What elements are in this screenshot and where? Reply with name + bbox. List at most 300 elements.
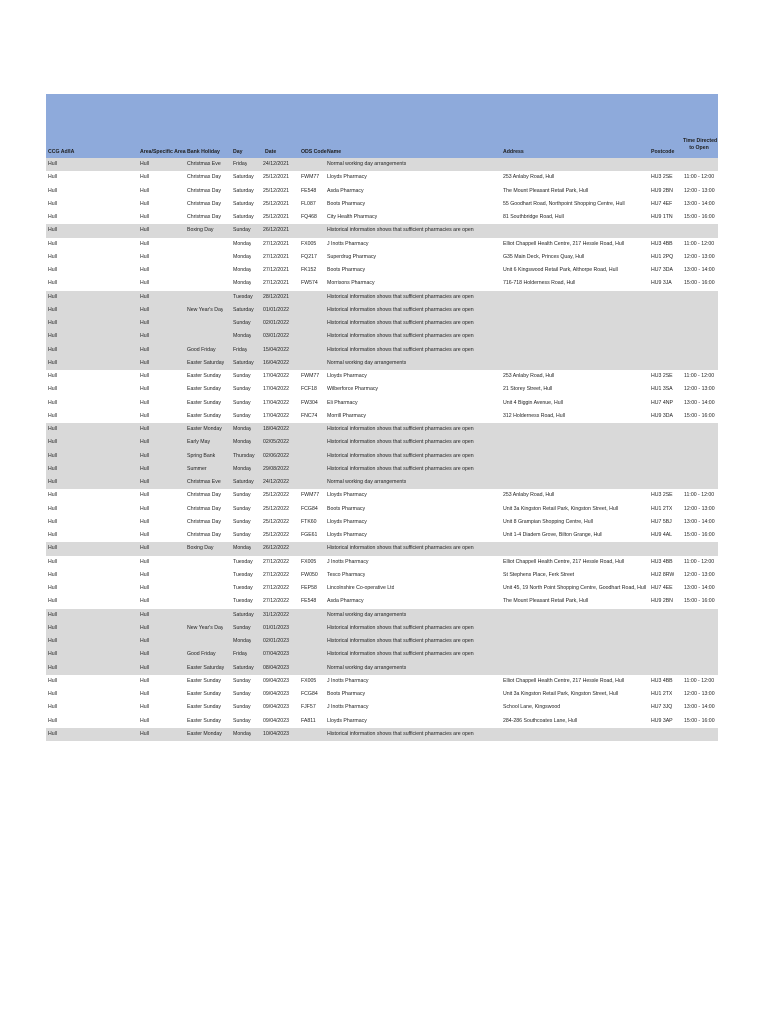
cell-area: Hull xyxy=(140,532,149,538)
cell-day: Sunday xyxy=(233,492,251,499)
cell-name: Historical information shows that sufficient pharmacies are open xyxy=(327,730,474,737)
cell-postcode: HU7 4NP xyxy=(651,399,673,406)
cell-area: Hull xyxy=(140,386,149,393)
cell-time: 12:00 - 13:00 xyxy=(684,691,715,697)
cell-day: Sunday xyxy=(233,532,251,538)
cell-time: 15:00 - 16:00 xyxy=(684,598,715,605)
cell-day: Sunday xyxy=(233,399,251,406)
cell-name: Normal working day arrangements xyxy=(327,479,407,485)
cell-day: Saturday xyxy=(233,359,254,366)
cell-time: 15:00 - 16:00 xyxy=(684,412,715,419)
cell-area: Hull xyxy=(140,452,149,459)
cell-area: Hull xyxy=(140,717,149,724)
cell-address: 81 Southbridge Road, Hull xyxy=(503,214,564,220)
cell-area: Hull xyxy=(140,373,149,379)
cell-ods: FK152 xyxy=(301,267,317,273)
cell-date: 15/04/2022 xyxy=(263,346,289,353)
cell-ods: FQ468 xyxy=(301,214,317,220)
table-row xyxy=(46,185,718,198)
cell-ccg: Hull xyxy=(48,267,57,273)
cell-name: J Inotts Pharmacy xyxy=(327,677,369,684)
cell-ods: FWM77 xyxy=(301,174,320,181)
cell-time: 13:00 - 14:00 xyxy=(684,200,715,207)
cell-ccg: Hull xyxy=(48,306,57,313)
cell-ccg: Hull xyxy=(48,240,57,247)
cell-day: Saturday xyxy=(233,611,254,618)
cell-date: 17/04/2022 xyxy=(263,412,289,419)
cell-date: 26/12/2022 xyxy=(263,545,289,552)
cell-postcode: HU3 2SE xyxy=(651,174,673,181)
cell-name: Lloyds Pharmacy xyxy=(327,532,367,538)
cell-ccg: Hull xyxy=(48,386,57,393)
cell-ccg: Hull xyxy=(48,253,57,260)
cell-address: Unit 45, 19 North Point Shopping Centre, Goodhart Road, Hull xyxy=(503,585,647,591)
cell-area: Hull xyxy=(140,253,149,260)
cell-ods: FNC74 xyxy=(301,412,318,419)
cell-ods: FEP58 xyxy=(301,585,317,591)
cell-day: Tuesday xyxy=(233,558,253,565)
cell-area: Hull xyxy=(140,677,149,684)
cell-postcode: HU7 5BJ xyxy=(651,518,672,525)
cell-postcode: HU9 4AL xyxy=(651,532,673,538)
cell-date: 25/12/2022 xyxy=(263,532,289,538)
cell-date: 25/12/2021 xyxy=(263,200,289,207)
cell-time: 13:00 - 14:00 xyxy=(684,585,715,591)
cell-area: Hull xyxy=(140,651,149,658)
table-row xyxy=(46,662,718,675)
cell-day: Sunday xyxy=(233,624,251,631)
cell-ccg: Hull xyxy=(48,479,57,485)
cell-name: Wilberforce Pharmacy xyxy=(327,386,379,393)
header-postcode: Postcode xyxy=(651,149,675,155)
cell-date: 02/01/2022 xyxy=(263,320,289,326)
cell-holiday: Christmas Day xyxy=(187,532,222,538)
cell-postcode: HU7 3DA xyxy=(651,267,673,273)
table-row xyxy=(46,582,718,595)
cell-ccg: Hull xyxy=(48,161,57,167)
cell-area: Hull xyxy=(140,571,149,578)
cell-address: Unit 6 Kingswood Retail Park, Althorpe Road, Hull xyxy=(503,267,618,273)
cell-date: 27/12/2022 xyxy=(263,558,289,565)
table-row xyxy=(46,397,718,410)
cell-address: Unit 1-4 Diadem Grove, Bilton Grange, Hull xyxy=(503,532,603,538)
cell-postcode: HU3 2SE xyxy=(651,492,673,499)
cell-date: 27/12/2021 xyxy=(263,253,289,260)
cell-ccg: Hull xyxy=(48,651,57,658)
table-row xyxy=(46,489,718,502)
cell-time: 11:00 - 12:00 xyxy=(684,558,715,565)
cell-time: 11:00 - 12:00 xyxy=(684,174,715,181)
cell-date: 02/06/2022 xyxy=(263,452,289,459)
table-row xyxy=(46,436,718,449)
table-row xyxy=(46,317,718,330)
cell-address: School Lane, Kingswood xyxy=(503,704,561,711)
cell-ccg: Hull xyxy=(48,704,57,711)
cell-holiday: Christmas Day xyxy=(187,214,222,220)
table-row xyxy=(46,224,718,237)
cell-holiday: Spring Bank xyxy=(187,452,216,459)
cell-area: Hull xyxy=(140,267,149,273)
cell-time: 11:00 - 12:00 xyxy=(684,373,715,379)
table-row xyxy=(46,383,718,396)
table-row xyxy=(46,291,718,304)
cell-holiday: Easter Monday xyxy=(187,426,222,432)
table-row xyxy=(46,542,718,555)
cell-holiday: New Year's Day xyxy=(187,306,224,313)
cell-address: 253 Anlaby Road, Hull xyxy=(503,492,555,499)
cell-ods: FJF57 xyxy=(301,704,316,711)
cell-holiday: Easter Sunday xyxy=(187,691,222,697)
cell-area: Hull xyxy=(140,280,149,287)
cell-day: Sunday xyxy=(233,412,251,419)
cell-ccg: Hull xyxy=(48,200,57,207)
cell-date: 25/12/2022 xyxy=(263,518,289,525)
cell-area: Hull xyxy=(140,320,149,326)
cell-day: Saturday xyxy=(233,200,254,207)
cell-area: Hull xyxy=(140,439,149,446)
cell-address: Elliot Chappell Health Centre, 217 Hessle Road, Hull xyxy=(503,677,625,684)
cell-name: Lloyds Pharmacy xyxy=(327,373,367,379)
cell-ccg: Hull xyxy=(48,624,57,631)
cell-date: 31/12/2022 xyxy=(263,611,289,618)
cell-day: Sunday xyxy=(233,717,251,724)
cell-date: 26/12/2021 xyxy=(263,227,289,234)
cell-area: Hull xyxy=(140,505,149,512)
cell-holiday: Christmas Eve xyxy=(187,161,221,167)
cell-time: 13:00 - 14:00 xyxy=(684,399,715,406)
cell-holiday: Christmas Day xyxy=(187,518,222,525)
cell-ccg: Hull xyxy=(48,585,57,591)
pharmacy-rota-table xyxy=(46,94,718,741)
cell-date: 18/04/2022 xyxy=(263,426,289,432)
cell-holiday: Easter Sunday xyxy=(187,399,222,406)
cell-date: 07/04/2023 xyxy=(263,651,289,658)
cell-name: Historical information shows that sufficient pharmacies are open xyxy=(327,439,474,446)
table-row xyxy=(46,529,718,542)
cell-date: 09/04/2023 xyxy=(263,677,289,684)
cell-ods: FL087 xyxy=(301,200,316,207)
cell-date: 01/01/2023 xyxy=(263,624,289,631)
cell-postcode: HU3 4BB xyxy=(651,558,673,565)
cell-day: Sunday xyxy=(233,227,251,234)
cell-date: 17/04/2022 xyxy=(263,373,289,379)
cell-holiday: Easter Sunday xyxy=(187,704,222,711)
cell-day: Saturday xyxy=(233,479,254,485)
cell-date: 08/04/2023 xyxy=(263,664,289,671)
cell-ods: FE548 xyxy=(301,598,317,605)
table-row xyxy=(46,595,718,608)
cell-ccg: Hull xyxy=(48,571,57,578)
cell-area: Hull xyxy=(140,624,149,631)
cell-ccg: Hull xyxy=(48,452,57,459)
cell-ccg: Hull xyxy=(48,346,57,353)
cell-day: Monday xyxy=(233,638,252,644)
header-address: Address xyxy=(503,149,524,155)
cell-day: Sunday xyxy=(233,704,251,711)
cell-name: J Inotts Pharmacy xyxy=(327,704,369,711)
cell-area: Hull xyxy=(140,479,149,485)
cell-time: 11:00 - 12:00 xyxy=(684,240,715,247)
cell-day: Tuesday xyxy=(233,598,253,605)
table-row xyxy=(46,463,718,476)
table-row xyxy=(46,277,718,290)
cell-name: Historical information shows that sufficient pharmacies are open xyxy=(327,306,474,313)
cell-address: 716-718 Holderness Road, Hull xyxy=(503,280,576,287)
cell-day: Sunday xyxy=(233,373,251,379)
cell-date: 17/04/2022 xyxy=(263,399,289,406)
cell-area: Hull xyxy=(140,306,149,313)
cell-holiday: Easter Sunday xyxy=(187,386,222,393)
cell-day: Tuesday xyxy=(233,293,253,300)
cell-name: Normal working day arrangements xyxy=(327,359,407,366)
cell-holiday: Easter Saturday xyxy=(187,664,225,671)
cell-postcode: HU1 2PQ xyxy=(651,253,674,260)
cell-date: 27/12/2021 xyxy=(263,240,289,247)
table-row xyxy=(46,410,718,423)
cell-ccg: Hull xyxy=(48,412,57,419)
table-row xyxy=(46,701,718,714)
cell-address: G35 Main Deck, Princes Quay, Hull xyxy=(503,253,585,260)
cell-address: Unit 4 Biggin Avenue, Hull xyxy=(503,399,563,406)
cell-date: 17/04/2022 xyxy=(263,386,289,393)
cell-date: 02/01/2023 xyxy=(263,638,289,644)
cell-ods: FW574 xyxy=(301,280,318,287)
cell-postcode: HU3 4BB xyxy=(651,240,673,247)
cell-ccg: Hull xyxy=(48,426,57,432)
cell-ccg: Hull xyxy=(48,717,57,724)
cell-address: Elliot Chappell Health Centre, 217 Hessle Road, Hull xyxy=(503,558,625,565)
cell-time: 12:00 - 13:00 xyxy=(684,571,715,578)
cell-name: Historical information shows that sufficient pharmacies are open xyxy=(327,638,474,644)
cell-name: Morrisons Pharmacy xyxy=(327,280,375,287)
cell-name: Normal working day arrangements xyxy=(327,664,407,671)
cell-area: Hull xyxy=(140,730,149,737)
cell-name: Superdrug Pharmacy xyxy=(327,253,377,260)
cell-ccg: Hull xyxy=(48,518,57,525)
table-row xyxy=(46,622,718,635)
cell-ccg: Hull xyxy=(48,611,57,618)
cell-area: Hull xyxy=(140,598,149,605)
cell-date: 16/04/2022 xyxy=(263,359,289,366)
cell-ods: FWM77 xyxy=(301,373,320,379)
cell-name: Asda Pharmacy xyxy=(327,598,364,605)
cell-holiday: Good Friday xyxy=(187,346,216,353)
cell-name: Normal working day arrangements xyxy=(327,161,407,167)
cell-ods: FW304 xyxy=(301,399,318,406)
cell-holiday: Easter Sunday xyxy=(187,373,222,379)
table-row xyxy=(46,648,718,661)
table-row xyxy=(46,556,718,569)
table-row xyxy=(46,344,718,357)
cell-ccg: Hull xyxy=(48,505,57,512)
cell-time: 11:00 - 12:00 xyxy=(684,677,715,684)
cell-ccg: Hull xyxy=(48,439,57,446)
cell-name: Lloyds Pharmacy xyxy=(327,717,367,724)
cell-name: Historical information shows that sufficient pharmacies are open xyxy=(327,426,474,432)
cell-ccg: Hull xyxy=(48,558,57,565)
cell-holiday: Easter Sunday xyxy=(187,412,222,419)
cell-area: Hull xyxy=(140,638,149,644)
cell-day: Saturday xyxy=(233,214,254,220)
cell-area: Hull xyxy=(140,240,149,247)
cell-date: 27/12/2022 xyxy=(263,585,289,591)
cell-area: Hull xyxy=(140,691,149,697)
cell-address: 284-286 Southcoates Lane, Hull xyxy=(503,717,578,724)
cell-name: Boots Pharmacy xyxy=(327,505,366,512)
cell-ccg: Hull xyxy=(48,187,57,194)
cell-day: Friday xyxy=(233,161,248,167)
cell-day: Sunday xyxy=(233,320,251,326)
cell-date: 25/12/2021 xyxy=(263,214,289,220)
cell-name: Lloyds Pharmacy xyxy=(327,174,367,181)
cell-postcode: HU7 4EF xyxy=(651,200,673,207)
cell-name: Historical information shows that sufficient pharmacies are open xyxy=(327,293,474,300)
cell-ccg: Hull xyxy=(48,227,57,234)
header-time-line1: Time Directed xyxy=(683,138,718,144)
table-row xyxy=(46,503,718,516)
header-holiday: Bank Holiday xyxy=(187,149,220,155)
cell-ccg: Hull xyxy=(48,730,57,737)
header-day: Day xyxy=(233,149,243,155)
cell-holiday: New Year's Day xyxy=(187,624,224,631)
cell-ccg: Hull xyxy=(48,638,57,644)
cell-holiday: Christmas Day xyxy=(187,505,222,512)
cell-date: 24/12/2022 xyxy=(263,479,289,485)
cell-area: Hull xyxy=(140,174,149,181)
cell-address: 55 Goodhart Road, Northpoint Shopping Centre, Hull xyxy=(503,200,625,207)
cell-time: 15:00 - 16:00 xyxy=(684,717,715,724)
cell-date: 01/01/2022 xyxy=(263,306,289,313)
cell-address: 253 Anlaby Road, Hull xyxy=(503,373,555,379)
table-row xyxy=(46,675,718,688)
cell-postcode: HU9 2BN xyxy=(651,187,673,194)
cell-date: 25/12/2021 xyxy=(263,187,289,194)
cell-area: Hull xyxy=(140,161,149,167)
cell-area: Hull xyxy=(140,399,149,406)
table-row xyxy=(46,516,718,529)
cell-ccg: Hull xyxy=(48,280,57,287)
cell-day: Monday xyxy=(233,240,252,247)
cell-ccg: Hull xyxy=(48,545,57,552)
table-row xyxy=(46,635,718,648)
cell-postcode: HU9 1TN xyxy=(651,214,673,220)
cell-name: Lloyds Pharmacy xyxy=(327,492,367,499)
cell-ods: FGE61 xyxy=(301,532,318,538)
cell-ods: FE548 xyxy=(301,187,317,194)
cell-area: Hull xyxy=(140,492,149,499)
table-row xyxy=(46,330,718,343)
header-time xyxy=(683,138,718,152)
table-row xyxy=(46,238,718,251)
cell-ods: FTK60 xyxy=(301,518,317,525)
cell-date: 24/12/2021 xyxy=(263,161,289,167)
cell-area: Hull xyxy=(140,214,149,220)
header-time-line2: to Open xyxy=(689,145,709,151)
cell-date: 25/12/2022 xyxy=(263,505,289,512)
cell-time: 13:00 - 14:00 xyxy=(684,518,715,525)
table-row xyxy=(46,251,718,264)
cell-postcode: HU1 3SA xyxy=(651,386,673,393)
cell-day: Sunday xyxy=(233,691,251,697)
cell-ods: FX005 xyxy=(301,240,317,247)
table-row xyxy=(46,609,718,622)
table-row xyxy=(46,264,718,277)
cell-day: Sunday xyxy=(233,518,251,525)
cell-date: 27/12/2021 xyxy=(263,280,289,287)
cell-area: Hull xyxy=(140,611,149,618)
cell-day: Sunday xyxy=(233,505,251,512)
cell-area: Hull xyxy=(140,412,149,419)
cell-ods: FX005 xyxy=(301,558,317,565)
cell-address: 253 Anlaby Road, Hull xyxy=(503,174,555,181)
header-area: Area/Specific Area xyxy=(140,149,186,155)
cell-date: 29/08/2022 xyxy=(263,465,289,472)
table-row xyxy=(46,728,718,741)
table-row xyxy=(46,688,718,701)
cell-date: 09/04/2023 xyxy=(263,717,289,724)
cell-day: Saturday xyxy=(233,306,254,313)
cell-ccg: Hull xyxy=(48,373,57,379)
header-date: Date xyxy=(265,149,277,155)
cell-postcode: HU2 8RW xyxy=(651,571,675,578)
cell-date: 27/12/2022 xyxy=(263,598,289,605)
cell-area: Hull xyxy=(140,664,149,671)
cell-address: The Mount Pleasant Retail Park, Hull xyxy=(503,598,589,605)
cell-address: Elliot Chappell Health Centre, 217 Hessle Road, Hull xyxy=(503,240,625,247)
cell-day: Monday xyxy=(233,333,252,340)
cell-date: 27/12/2022 xyxy=(263,571,289,578)
cell-address: The Mount Pleasant Retail Park, Hull xyxy=(503,187,589,194)
cell-day: Saturday xyxy=(233,174,254,181)
cell-holiday: Good Friday xyxy=(187,651,216,658)
cell-name: Historical information shows that sufficient pharmacies are open xyxy=(327,320,474,326)
cell-time: 12:00 - 13:00 xyxy=(684,386,715,393)
cell-name: Boots Pharmacy xyxy=(327,691,366,697)
cell-address: 21 Storey Street, Hull xyxy=(503,386,553,393)
cell-address: Unit 3a Kingston Retail Park, Kingston Street, Hull xyxy=(503,505,619,512)
cell-name: Normal working day arrangements xyxy=(327,611,407,618)
cell-ods: FWM77 xyxy=(301,492,320,499)
cell-area: Hull xyxy=(140,465,149,472)
cell-ccg: Hull xyxy=(48,359,57,366)
cell-area: Hull xyxy=(140,227,149,234)
cell-ccg: Hull xyxy=(48,677,57,684)
cell-name: Historical information shows that sufficient pharmacies are open xyxy=(327,333,474,340)
cell-holiday: Easter Sunday xyxy=(187,717,222,724)
cell-holiday: Christmas Day xyxy=(187,200,222,207)
cell-name: Historical information shows that sufficient pharmacies are open xyxy=(327,545,474,552)
table-row xyxy=(46,423,718,436)
cell-address: Unit 8 Grampian Shopping Centre, Hull xyxy=(503,518,593,525)
cell-ccg: Hull xyxy=(48,293,57,300)
cell-name: Boots Pharmacy xyxy=(327,200,366,207)
cell-holiday: Easter Saturday xyxy=(187,359,225,366)
table-row xyxy=(46,476,718,489)
cell-holiday: Summer xyxy=(187,465,207,472)
cell-day: Sunday xyxy=(233,677,251,684)
cell-day: Monday xyxy=(233,465,252,472)
cell-ccg: Hull xyxy=(48,320,57,326)
cell-holiday: Easter Sunday xyxy=(187,677,222,684)
cell-name: Lloyds Pharmacy xyxy=(327,518,367,525)
cell-area: Hull xyxy=(140,293,149,300)
table-row xyxy=(46,450,718,463)
table-row xyxy=(46,198,718,211)
cell-name: Asda Pharmacy xyxy=(327,187,364,194)
cell-date: 02/05/2022 xyxy=(263,439,289,446)
cell-ccg: Hull xyxy=(48,492,57,499)
cell-date: 10/04/2023 xyxy=(263,730,289,737)
